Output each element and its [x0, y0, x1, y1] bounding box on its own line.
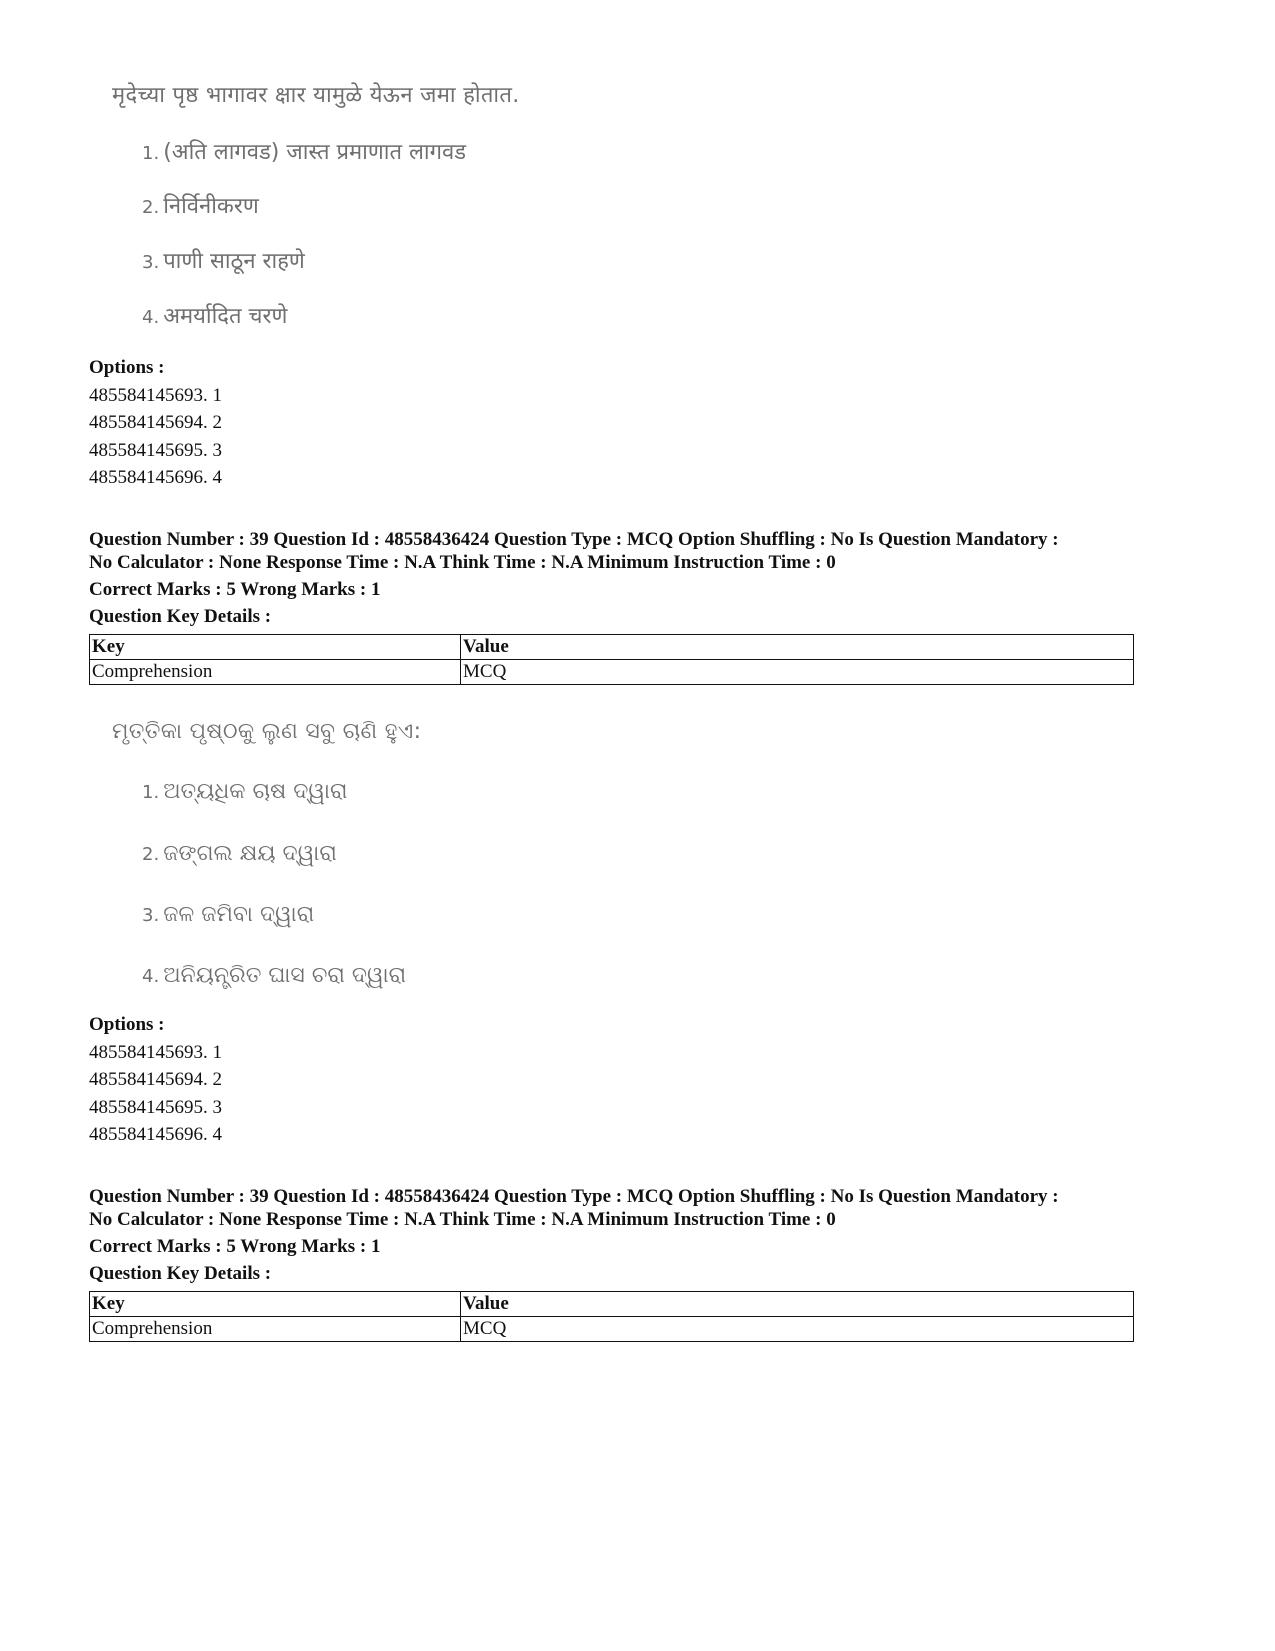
question-meta-line-2: No Calculator : None Response Time : N.A Think Time : N.A Minimum Instruction Time : 0: [89, 1209, 836, 1230]
question-option-1: 1. (अति लागवड) जास्त प्रमाणात लागवड: [142, 140, 467, 165]
question-meta-line-1: Question Number : 39 Question Id : 48558436424 Question Type : MCQ Option Shuffling : No Is Question Mandatory :: [89, 529, 1059, 550]
question-image-marathi: [112, 82, 520, 329]
options-label: Options :: [89, 1014, 165, 1035]
options-list: [89, 1011, 222, 1149]
question-meta-line-2: No Calculator : None Response Time : N.A Think Time : N.A Minimum Instruction Time : 0: [89, 552, 836, 573]
key-details-label: Question Key Details :: [89, 606, 272, 627]
option-item: 485584145696. 4: [89, 467, 222, 488]
table-cell-key: Comprehension: [90, 1317, 461, 1342]
option-item: 485584145694. 2: [89, 412, 222, 433]
table-header-key: Key: [90, 635, 461, 660]
question-meta: [89, 528, 1139, 628]
table-cell-value: MCQ: [461, 660, 1134, 685]
key-details-label: Question Key Details :: [89, 1263, 272, 1284]
options-label: Options :: [89, 357, 165, 378]
question-meta-line-1: Question Number : 39 Question Id : 48558436424 Question Type : MCQ Option Shuffling : No Is Question Mandatory :: [89, 1186, 1059, 1207]
table-header-value: Value: [461, 635, 1134, 660]
key-details-table: [89, 634, 1134, 685]
option-item: 485584145694. 2: [89, 1069, 222, 1090]
table-header-key: Key: [90, 1292, 461, 1317]
marks-line: Correct Marks : 5 Wrong Marks : 1: [89, 579, 381, 600]
table-header-value: Value: [461, 1292, 1134, 1317]
options-list: [89, 354, 222, 492]
question-option-4: 4. ଅନିୟନ୍ତ୍ରିତ ଘାସ ଚରା ଦ୍ୱାରା: [142, 963, 407, 988]
question-option-2: 2. निर्विनीकरण: [142, 194, 259, 219]
question-option-3: 3. पाणी साठून राहणे: [142, 249, 305, 274]
question-option-4: 4. अमर्यादित चरणे: [142, 304, 288, 329]
marks-line: Correct Marks : 5 Wrong Marks : 1: [89, 1236, 381, 1257]
table-row: [90, 660, 1134, 685]
key-details-table: [89, 1291, 1134, 1342]
question-option-2: 2. ଜଙ୍ଗଲ କ୍ଷୟ ଦ୍ୱାରା: [142, 841, 337, 866]
option-item: 485584145693. 1: [89, 384, 222, 406]
table-cell-key: Comprehension: [90, 660, 461, 685]
table-cell-value: MCQ: [461, 1317, 1134, 1342]
question-option-3: 3. ଜଳ ଜମିବା ଦ୍ୱାରା: [142, 902, 315, 927]
table-header-row: [90, 635, 1134, 660]
question-meta: [89, 1185, 1139, 1285]
option-item: 485584145693. 1: [89, 1041, 222, 1063]
table-row: [90, 1317, 1134, 1342]
option-item: 485584145696. 4: [89, 1124, 222, 1145]
option-item: 485584145695. 3: [89, 1096, 222, 1118]
table-header-row: [90, 1292, 1134, 1317]
question-image-odia: [112, 718, 422, 988]
question-stem: ମୃତ୍ତିକା ପୃଷ୍ଠକୁ ଲୁଣ ସବୁ ଚାଣି ହୁଏ:: [112, 719, 422, 744]
question-option-1: 1. ଅତ୍ୟଧିକ ଚାଷ ଦ୍ୱାରା: [142, 779, 348, 804]
option-item: 485584145695. 3: [89, 439, 222, 461]
question-stem: मृदेच्या पृष्ठ भागावर क्षार यामुळे येऊन जमा होतात.: [112, 83, 520, 108]
